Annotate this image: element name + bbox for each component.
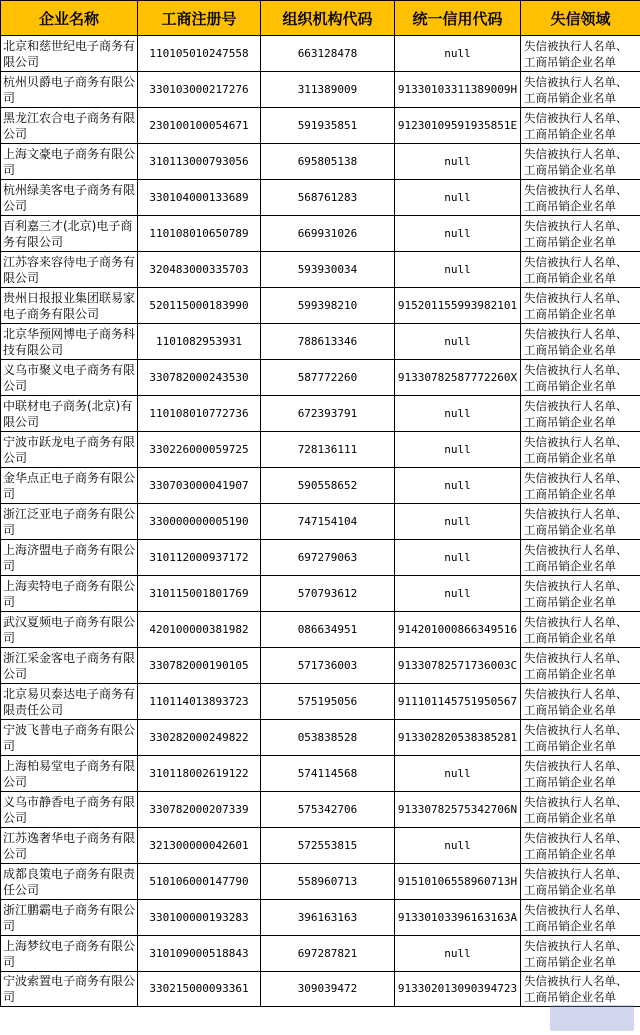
credit-code-cell: 911101145751950567: [395, 684, 521, 720]
company-name-cell: 杭州绿美客电子商务有限公司: [1, 180, 138, 216]
registration-number-cell: 310118002619122: [138, 756, 261, 792]
dishonesty-area-cell: 失信被执行人名单、工商吊销企业名单: [521, 324, 640, 360]
registration-number-cell: 110108010650789: [138, 216, 261, 252]
organization-code-cell: 575342706: [261, 792, 395, 828]
header-organization-code: 组织机构代码: [261, 1, 395, 36]
credit-code-cell: null: [395, 756, 521, 792]
table-row: [1, 252, 640, 288]
registration-number-cell: 330782000207339: [138, 792, 261, 828]
dishonesty-area-cell: 失信被执行人名单、工商吊销企业名单: [521, 180, 640, 216]
table-row: [1, 108, 640, 144]
organization-code-cell: 309039472: [261, 972, 395, 1007]
company-name-cell: 浙江泛亚电子商务有限公司: [1, 504, 138, 540]
dishonesty-area-cell: 失信被执行人名单、工商吊销企业名单: [521, 792, 640, 828]
credit-code-cell: null: [395, 936, 521, 972]
table-row: [1, 432, 640, 468]
company-name-cell: 贵州日报报业集团联易家电子商务有限公司: [1, 288, 138, 324]
company-name-cell: 中联材电子商务(北京)有限公司: [1, 396, 138, 432]
company-name-cell: 北京易贝泰达电子商务有限责任公司: [1, 684, 138, 720]
table-row: [1, 756, 640, 792]
credit-code-cell: 91230109591935851E: [395, 108, 521, 144]
company-name-cell: 浙江鹏霸电子商务有限公司: [1, 900, 138, 936]
dishonesty-area-cell: 失信被执行人名单、工商吊销企业名单: [521, 36, 640, 72]
dishonesty-area-cell: 失信被执行人名单、工商吊销企业名单: [521, 144, 640, 180]
organization-code-cell: 669931026: [261, 216, 395, 252]
table-row: [1, 576, 640, 612]
organization-code-cell: 591935851: [261, 108, 395, 144]
table-row: [1, 504, 640, 540]
dishonesty-area-cell: 失信被执行人名单、工商吊销企业名单: [521, 756, 640, 792]
company-name-cell: 上海梦纹电子商务有限公司: [1, 936, 138, 972]
organization-code-cell: 574114568: [261, 756, 395, 792]
registration-number-cell: 110105010247558: [138, 36, 261, 72]
credit-code-cell: null: [395, 396, 521, 432]
organization-code-cell: 587772260: [261, 360, 395, 396]
credit-code-cell: null: [395, 432, 521, 468]
company-name-cell: 成都良策电子商务有限责任公司: [1, 864, 138, 900]
dishonesty-area-cell: 失信被执行人名单、工商吊销企业名单: [521, 648, 640, 684]
organization-code-cell: 697279063: [261, 540, 395, 576]
header-row: [1, 1, 640, 36]
dishonesty-area-cell: 失信被执行人名单、工商吊销企业名单: [521, 576, 640, 612]
watermark: [550, 1005, 634, 1031]
registration-number-cell: 510106000147790: [138, 864, 261, 900]
organization-code-cell: 695805138: [261, 144, 395, 180]
organization-code-cell: 311389009: [261, 72, 395, 108]
dishonesty-area-cell: 失信被执行人名单、工商吊销企业名单: [521, 720, 640, 756]
credit-code-cell: 913302820538385281: [395, 720, 521, 756]
credit-code-cell: null: [395, 504, 521, 540]
credit-code-cell: null: [395, 180, 521, 216]
dishonesty-area-cell: 失信被执行人名单、工商吊销企业名单: [521, 612, 640, 648]
table-row: [1, 36, 640, 72]
organization-code-cell: 788613346: [261, 324, 395, 360]
table-row: [1, 468, 640, 504]
credit-code-cell: 91330782575342706N: [395, 792, 521, 828]
company-name-cell: 义乌市静香电子商务有限公司: [1, 792, 138, 828]
registration-number-cell: 330000000005190: [138, 504, 261, 540]
header-dishonesty-area: 失信领域: [521, 1, 640, 36]
credit-code-cell: 91510106558960713H: [395, 864, 521, 900]
credit-code-cell: 915201155993982101: [395, 288, 521, 324]
company-name-cell: 义乌市聚义电子商务有限公司: [1, 360, 138, 396]
dishonesty-area-cell: 失信被执行人名单、工商吊销企业名单: [521, 432, 640, 468]
registration-number-cell: 330782000243530: [138, 360, 261, 396]
credit-code-cell: null: [395, 540, 521, 576]
organization-code-cell: 697287821: [261, 936, 395, 972]
registration-number-cell: 110108010772736: [138, 396, 261, 432]
header-registration-number: 工商注册号: [138, 1, 261, 36]
credit-code-cell: null: [395, 36, 521, 72]
organization-code-cell: 396163163: [261, 900, 395, 936]
registration-number-cell: 321300000042601: [138, 828, 261, 864]
organization-code-cell: 571736003: [261, 648, 395, 684]
header-company-name: 企业名称: [1, 1, 138, 36]
credit-code-cell: 914201000866349516: [395, 612, 521, 648]
company-name-cell: 上海卖特电子商务有限公司: [1, 576, 138, 612]
credit-code-cell: null: [395, 252, 521, 288]
table-row: [1, 792, 640, 828]
registration-number-cell: 320483000335703: [138, 252, 261, 288]
registration-number-cell: 110114013893723: [138, 684, 261, 720]
dishonesty-area-cell: 失信被执行人名单、工商吊销企业名单: [521, 288, 640, 324]
organization-code-cell: 593930034: [261, 252, 395, 288]
dishonesty-area-cell: 失信被执行人名单、工商吊销企业名单: [521, 936, 640, 972]
company-name-cell: 宁波索置电子商务有限公司: [1, 972, 138, 1007]
table-row: [1, 360, 640, 396]
credit-code-cell: 91330782571736003C: [395, 648, 521, 684]
table-row: [1, 936, 640, 972]
organization-code-cell: 558960713: [261, 864, 395, 900]
table-row: [1, 612, 640, 648]
registration-number-cell: 330282000249822: [138, 720, 261, 756]
organization-code-cell: 599398210: [261, 288, 395, 324]
organization-code-cell: 672393791: [261, 396, 395, 432]
registration-number-cell: 330703000041907: [138, 468, 261, 504]
dishonesty-area-cell: 失信被执行人名单、工商吊销企业名单: [521, 216, 640, 252]
organization-code-cell: 728136111: [261, 432, 395, 468]
credit-code-cell: null: [395, 216, 521, 252]
dishonesty-area-cell: 失信被执行人名单、工商吊销企业名单: [521, 504, 640, 540]
dishonesty-area-cell: 失信被执行人名单、工商吊销企业名单: [521, 396, 640, 432]
dishonesty-area-cell: 失信被执行人名单、工商吊销企业名单: [521, 864, 640, 900]
dishonesty-area-cell: 失信被执行人名单、工商吊销企业名单: [521, 684, 640, 720]
table-row: [1, 216, 640, 252]
registration-number-cell: 1101082953931: [138, 324, 261, 360]
organization-code-cell: 570793612: [261, 576, 395, 612]
credit-code-cell: 91330103396163163A: [395, 900, 521, 936]
credit-code-cell: 913302013090394723: [395, 972, 521, 1007]
organization-code-cell: 747154104: [261, 504, 395, 540]
registration-number-cell: 520115000183990: [138, 288, 261, 324]
table-row: [1, 144, 640, 180]
registration-number-cell: 420100000381982: [138, 612, 261, 648]
company-name-cell: 金华点正电子商务有限公司: [1, 468, 138, 504]
registration-number-cell: 330226000059725: [138, 432, 261, 468]
registration-number-cell: 310115001801769: [138, 576, 261, 612]
dishonesty-area-cell: 失信被执行人名单、工商吊销企业名单: [521, 108, 640, 144]
company-name-cell: 北京和慈世纪电子商务有限公司: [1, 36, 138, 72]
organization-code-cell: 053838528: [261, 720, 395, 756]
dishonesty-area-cell: 失信被执行人名单、工商吊销企业名单: [521, 72, 640, 108]
registration-number-cell: 330215000093361: [138, 972, 261, 1007]
credit-code-cell: 91330782587772260X: [395, 360, 521, 396]
company-name-cell: 黑龙江农合电子商务有限公司: [1, 108, 138, 144]
table-row: [1, 180, 640, 216]
company-name-cell: 宁波飞普电子商务有限公司: [1, 720, 138, 756]
organization-code-cell: 575195056: [261, 684, 395, 720]
header-credit-code: 统一信用代码: [395, 1, 521, 36]
registration-number-cell: 230100100054671: [138, 108, 261, 144]
table-row: [1, 900, 640, 936]
dishonesty-area-cell: 失信被执行人名单、工商吊销企业名单: [521, 828, 640, 864]
table-row: [1, 720, 640, 756]
organization-code-cell: 572553815: [261, 828, 395, 864]
dishonesty-area-cell: 失信被执行人名单、工商吊销企业名单: [521, 540, 640, 576]
table-row: [1, 540, 640, 576]
dishonesty-area-cell: 失信被执行人名单、工商吊销企业名单: [521, 900, 640, 936]
organization-code-cell: 590558652: [261, 468, 395, 504]
dishonesty-area-cell: 失信被执行人名单、工商吊销企业名单: [521, 360, 640, 396]
company-name-cell: 上海柏易堂电子商务有限公司: [1, 756, 138, 792]
table-row: [1, 396, 640, 432]
registration-number-cell: 330103000217276: [138, 72, 261, 108]
credit-code-cell: 91330103311389009H: [395, 72, 521, 108]
company-name-cell: 浙江采金客电子商务有限公司: [1, 648, 138, 684]
credit-code-cell: null: [395, 828, 521, 864]
table-row: [1, 288, 640, 324]
company-name-cell: 宁波市跃龙电子商务有限公司: [1, 432, 138, 468]
table-row: [1, 828, 640, 864]
company-name-cell: 北京华预网博电子商务科技有限公司: [1, 324, 138, 360]
organization-code-cell: 086634951: [261, 612, 395, 648]
registration-number-cell: 310112000937172: [138, 540, 261, 576]
company-name-cell: 杭州贝爵电子商务有限公司: [1, 72, 138, 108]
credit-code-cell: null: [395, 144, 521, 180]
company-name-cell: 江苏容来容待电子商务有限公司: [1, 252, 138, 288]
registration-number-cell: 330782000190105: [138, 648, 261, 684]
dishonesty-area-cell: 失信被执行人名单、工商吊销企业名单: [521, 972, 640, 1007]
company-name-cell: 武汉夏频电子商务有限公司: [1, 612, 138, 648]
registration-number-cell: 330100000193283: [138, 900, 261, 936]
table-row: [1, 972, 640, 1007]
company-name-cell: 百利嘉三才(北京)电子商务有限公司: [1, 216, 138, 252]
credit-code-cell: null: [395, 576, 521, 612]
company-name-cell: 上海济盟电子商务有限公司: [1, 540, 138, 576]
organization-code-cell: 663128478: [261, 36, 395, 72]
dishonesty-area-cell: 失信被执行人名单、工商吊销企业名单: [521, 252, 640, 288]
organization-code-cell: 568761283: [261, 180, 395, 216]
company-name-cell: 上海文豪电子商务有限公司: [1, 144, 138, 180]
registration-number-cell: 310109000518843: [138, 936, 261, 972]
table-row: [1, 684, 640, 720]
credit-code-cell: null: [395, 324, 521, 360]
company-name-cell: 江苏逸奢华电子商务有限公司: [1, 828, 138, 864]
registration-number-cell: 330104000133689: [138, 180, 261, 216]
dishonesty-area-cell: 失信被执行人名单、工商吊销企业名单: [521, 468, 640, 504]
registration-number-cell: 310113000793056: [138, 144, 261, 180]
credit-code-cell: null: [395, 468, 521, 504]
table-row: [1, 72, 640, 108]
table-row: [1, 648, 640, 684]
table-row: [1, 324, 640, 360]
table-row: [1, 864, 640, 900]
